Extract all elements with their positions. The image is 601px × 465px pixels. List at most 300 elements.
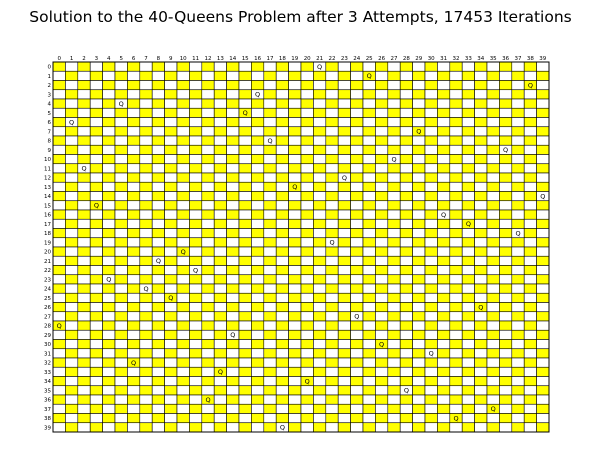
board-cell	[177, 71, 189, 80]
board-cell	[214, 321, 226, 330]
board-cell	[202, 358, 214, 367]
board-cell	[289, 358, 301, 367]
board-cell	[152, 155, 164, 164]
board-cell	[189, 340, 201, 349]
board-cell	[375, 136, 387, 145]
board-cell	[400, 173, 412, 182]
board-cell	[462, 99, 474, 108]
board-cell	[351, 210, 363, 219]
row-tick-label: 10	[44, 157, 51, 164]
board-cell	[537, 173, 549, 182]
board-cell	[289, 108, 301, 117]
column-tick-label: 5	[119, 56, 123, 62]
board-cell	[351, 173, 363, 182]
board-cell	[103, 386, 115, 395]
board-cell	[499, 182, 511, 191]
board-cell	[127, 256, 139, 265]
board-cell	[227, 266, 239, 275]
board-cell	[177, 219, 189, 228]
board-cell	[487, 192, 499, 201]
row-tick-label: 28	[44, 323, 51, 330]
board-cell	[487, 99, 499, 108]
board-cell	[65, 127, 77, 136]
board-cell	[413, 71, 425, 80]
board-cell	[313, 404, 325, 413]
board-cell	[375, 99, 387, 108]
board-cell	[437, 330, 449, 339]
board-cell	[289, 414, 301, 423]
board-cell	[53, 395, 65, 404]
board-cell	[475, 62, 487, 71]
board-cell	[90, 127, 102, 136]
board-cell	[437, 62, 449, 71]
board-cell	[90, 210, 102, 219]
board-cell	[276, 404, 288, 413]
board-cell	[388, 312, 400, 321]
board-cell	[338, 330, 350, 339]
board-cell	[475, 145, 487, 154]
board-cell	[53, 164, 65, 173]
queen-marker: Q	[267, 136, 273, 145]
queen-marker: Q	[317, 62, 323, 71]
board-cell	[127, 99, 139, 108]
board-cell	[338, 414, 350, 423]
board-cell	[264, 182, 276, 191]
board-cell	[462, 81, 474, 90]
board-cell	[152, 164, 164, 173]
board-cell	[53, 99, 65, 108]
board-cell	[140, 90, 152, 99]
board-cell	[363, 414, 375, 423]
board-cell	[524, 247, 536, 256]
board-cell	[326, 192, 338, 201]
board-cell	[227, 192, 239, 201]
board-cell	[499, 71, 511, 80]
board-cell	[202, 386, 214, 395]
column-tick-label: 22	[328, 56, 336, 62]
board-cell	[103, 238, 115, 247]
board-cell	[301, 293, 313, 302]
board-cell	[351, 136, 363, 145]
column-tick-label: 27	[390, 56, 398, 62]
board-cell	[214, 275, 226, 284]
board-cell	[326, 201, 338, 210]
board-cell	[251, 201, 263, 210]
board-cell	[537, 108, 549, 117]
board-cell	[512, 303, 524, 312]
board-cell	[65, 145, 77, 154]
board-cell	[251, 164, 263, 173]
board-cell	[140, 414, 152, 423]
board-cell	[251, 395, 263, 404]
board-cell	[189, 349, 201, 358]
board-cell	[301, 219, 313, 228]
board-cell	[326, 247, 338, 256]
board-cell	[413, 340, 425, 349]
board-cell	[65, 367, 77, 376]
queen-marker: Q	[118, 99, 124, 108]
board-cell	[65, 303, 77, 312]
board-cell	[425, 210, 437, 219]
board-cell	[53, 71, 65, 80]
board-cell	[239, 266, 251, 275]
board-cell	[276, 330, 288, 339]
board-cell	[239, 155, 251, 164]
board-cell	[338, 358, 350, 367]
board-cell	[499, 201, 511, 210]
board-cell	[375, 238, 387, 247]
board-cell	[214, 62, 226, 71]
board-cell	[512, 284, 524, 293]
board-cell	[152, 386, 164, 395]
board-cell	[425, 423, 437, 432]
board-cell	[127, 414, 139, 423]
board-cell	[202, 238, 214, 247]
board-cell	[165, 201, 177, 210]
board-cell	[499, 210, 511, 219]
board-cell	[475, 340, 487, 349]
board-cell	[103, 312, 115, 321]
board-cell	[400, 155, 412, 164]
board-cell	[177, 358, 189, 367]
board-cell	[214, 145, 226, 154]
board-cell	[499, 256, 511, 265]
row-tick-label: 39	[44, 425, 51, 432]
board-cell	[363, 330, 375, 339]
board-cell	[90, 423, 102, 432]
board-cell	[251, 81, 263, 90]
board-cell	[301, 367, 313, 376]
board-cell	[214, 423, 226, 432]
queen-marker: Q	[379, 340, 385, 349]
board-cell	[177, 386, 189, 395]
board-cell	[487, 229, 499, 238]
board-cell	[351, 275, 363, 284]
board-cell	[115, 182, 127, 191]
board-cell	[90, 367, 102, 376]
board-cell	[214, 229, 226, 238]
board-cell	[214, 136, 226, 145]
board-cell	[524, 182, 536, 191]
board-cell	[400, 423, 412, 432]
board-cell	[487, 182, 499, 191]
board-cell	[338, 423, 350, 432]
board-cell	[375, 108, 387, 117]
board-cell	[475, 229, 487, 238]
board-cell	[115, 266, 127, 275]
board-cell	[437, 414, 449, 423]
board-cell	[400, 414, 412, 423]
board-cell	[251, 210, 263, 219]
board-cell	[65, 358, 77, 367]
board-cell	[264, 367, 276, 376]
column-tick-label: 6	[131, 56, 136, 62]
board-cell	[65, 293, 77, 302]
board-cell	[276, 358, 288, 367]
board-cell	[351, 145, 363, 154]
board-cell	[251, 340, 263, 349]
board-cell	[512, 108, 524, 117]
board-cell	[53, 284, 65, 293]
board-cell	[413, 229, 425, 238]
board-cell	[53, 340, 65, 349]
board-cell	[165, 312, 177, 321]
board-cell	[338, 377, 350, 386]
board-cell	[400, 256, 412, 265]
board-cell	[90, 247, 102, 256]
board-cell	[140, 118, 152, 127]
board-cell	[227, 210, 239, 219]
board-cell	[338, 108, 350, 117]
board-cell	[400, 99, 412, 108]
board-cell	[78, 219, 90, 228]
board-cell	[487, 266, 499, 275]
board-cell	[90, 284, 102, 293]
board-cell	[140, 330, 152, 339]
board-cell	[462, 321, 474, 330]
board-cell	[165, 275, 177, 284]
board-cell	[189, 155, 201, 164]
board-cell	[363, 62, 375, 71]
board-cell	[152, 367, 164, 376]
board-cell	[462, 118, 474, 127]
board-cell	[450, 312, 462, 321]
board-cell	[214, 414, 226, 423]
board-cell	[78, 377, 90, 386]
row-tick-label: 4	[47, 101, 51, 108]
board-cell	[462, 238, 474, 247]
board-cell	[326, 303, 338, 312]
board-cell	[189, 284, 201, 293]
board-cell	[115, 275, 127, 284]
board-cell	[413, 386, 425, 395]
board-cell	[425, 81, 437, 90]
queen-marker: Q	[279, 423, 285, 432]
board-cell	[165, 349, 177, 358]
board-cell	[214, 192, 226, 201]
board-cell	[524, 108, 536, 117]
board-cell	[115, 349, 127, 358]
board-cell	[78, 62, 90, 71]
board-cell	[301, 414, 313, 423]
board-cell	[65, 136, 77, 145]
board-cell	[512, 192, 524, 201]
board-cell	[227, 349, 239, 358]
board-cell	[524, 145, 536, 154]
board-cell	[375, 127, 387, 136]
board-cell	[313, 303, 325, 312]
board-cell	[53, 238, 65, 247]
board-cell	[189, 229, 201, 238]
board-cell	[264, 173, 276, 182]
board-cell	[475, 321, 487, 330]
board-cell	[264, 108, 276, 117]
board-cell	[65, 210, 77, 219]
board-cell	[524, 414, 536, 423]
board-cell	[289, 266, 301, 275]
board-cell	[487, 386, 499, 395]
board-cell	[53, 303, 65, 312]
board-cell	[499, 340, 511, 349]
board-cell	[313, 201, 325, 210]
board-cell	[524, 173, 536, 182]
board-cell	[512, 238, 524, 247]
board-cell	[313, 145, 325, 154]
board-cell	[388, 238, 400, 247]
board-cell	[165, 192, 177, 201]
board-cell	[264, 395, 276, 404]
board-cell	[115, 219, 127, 228]
board-cell	[363, 145, 375, 154]
board-cell	[152, 395, 164, 404]
column-tick-label: 14	[229, 56, 237, 62]
board-cell	[214, 330, 226, 339]
board-cell	[152, 81, 164, 90]
board-cell	[524, 192, 536, 201]
board-cell	[487, 312, 499, 321]
board-cell	[363, 219, 375, 228]
board-cell	[363, 321, 375, 330]
board-cell	[289, 127, 301, 136]
board-cell	[437, 90, 449, 99]
board-cell	[239, 404, 251, 413]
board-cell	[227, 90, 239, 99]
board-cell	[264, 266, 276, 275]
board-cell	[189, 182, 201, 191]
board-cell	[152, 71, 164, 80]
board-cell	[437, 173, 449, 182]
queen-marker: Q	[131, 358, 137, 367]
board-cell	[301, 81, 313, 90]
board-cell	[512, 330, 524, 339]
board-cell	[351, 201, 363, 210]
board-cell	[425, 414, 437, 423]
board-cell	[65, 414, 77, 423]
column-tick-label: 17	[266, 56, 274, 62]
board-cell	[487, 62, 499, 71]
board-cell	[140, 182, 152, 191]
board-cell	[78, 266, 90, 275]
board-cell	[140, 238, 152, 247]
board-cell	[264, 256, 276, 265]
board-cell	[276, 303, 288, 312]
board-cell	[65, 90, 77, 99]
board-cell	[400, 136, 412, 145]
board-cell	[53, 62, 65, 71]
board-cell	[127, 266, 139, 275]
board-cell	[177, 349, 189, 358]
board-cell	[189, 127, 201, 136]
board-cell	[140, 404, 152, 413]
row-tick-label: 18	[44, 231, 51, 238]
board-cell	[276, 136, 288, 145]
board-cell	[437, 201, 449, 210]
board-cell	[90, 414, 102, 423]
board-cell	[115, 377, 127, 386]
board-cell	[78, 367, 90, 376]
board-cell	[487, 303, 499, 312]
board-cell	[388, 404, 400, 413]
board-cell	[499, 127, 511, 136]
board-cell	[251, 284, 263, 293]
board-cell	[313, 210, 325, 219]
board-cell	[425, 164, 437, 173]
board-cell	[475, 71, 487, 80]
board-cell	[90, 182, 102, 191]
board-cell	[289, 192, 301, 201]
column-tick-label: 13	[216, 56, 224, 62]
board-cell	[475, 293, 487, 302]
board-cell	[301, 423, 313, 432]
board-cell	[437, 303, 449, 312]
board-cell	[289, 321, 301, 330]
board-cell	[326, 321, 338, 330]
board-cell	[152, 423, 164, 432]
board-cell	[487, 164, 499, 173]
board-cell	[437, 377, 449, 386]
board-cell	[264, 118, 276, 127]
board-cell	[115, 238, 127, 247]
board-cell	[351, 90, 363, 99]
board-cell	[537, 182, 549, 191]
board-cell	[487, 219, 499, 228]
board-cell	[450, 358, 462, 367]
board-cell	[103, 192, 115, 201]
board-cell	[202, 414, 214, 423]
board-cell	[115, 210, 127, 219]
board-cell	[127, 229, 139, 238]
row-tick-label: 35	[44, 388, 51, 395]
board-cell	[487, 90, 499, 99]
board-cell	[388, 303, 400, 312]
board-cell	[289, 256, 301, 265]
board-cell	[127, 108, 139, 117]
board-cell	[437, 136, 449, 145]
board-cell	[450, 229, 462, 238]
board-cell	[512, 118, 524, 127]
queen-marker: Q	[106, 275, 112, 284]
queen-marker: Q	[403, 386, 409, 395]
board-cell	[165, 173, 177, 182]
board-cell	[177, 164, 189, 173]
board-cell	[425, 377, 437, 386]
board-cell	[53, 182, 65, 191]
board-cell	[103, 358, 115, 367]
board-cell	[276, 108, 288, 117]
board-cell	[351, 99, 363, 108]
queen-marker: Q	[366, 72, 372, 81]
board-cell	[152, 377, 164, 386]
board-cell	[400, 349, 412, 358]
column-tick-label: 9	[169, 56, 173, 62]
board-cell	[152, 284, 164, 293]
board-cell	[499, 229, 511, 238]
board-cell	[450, 99, 462, 108]
board-cell	[103, 321, 115, 330]
board-cell	[90, 145, 102, 154]
board-cell	[103, 164, 115, 173]
row-tick-label: 31	[44, 351, 51, 358]
board-cell	[189, 238, 201, 247]
column-tick-label: 32	[452, 56, 460, 62]
board-cell	[475, 238, 487, 247]
board-cell	[127, 164, 139, 173]
board-cell	[78, 247, 90, 256]
board-cell	[351, 321, 363, 330]
board-cell	[165, 81, 177, 90]
board-cell	[313, 238, 325, 247]
board-cell	[512, 349, 524, 358]
